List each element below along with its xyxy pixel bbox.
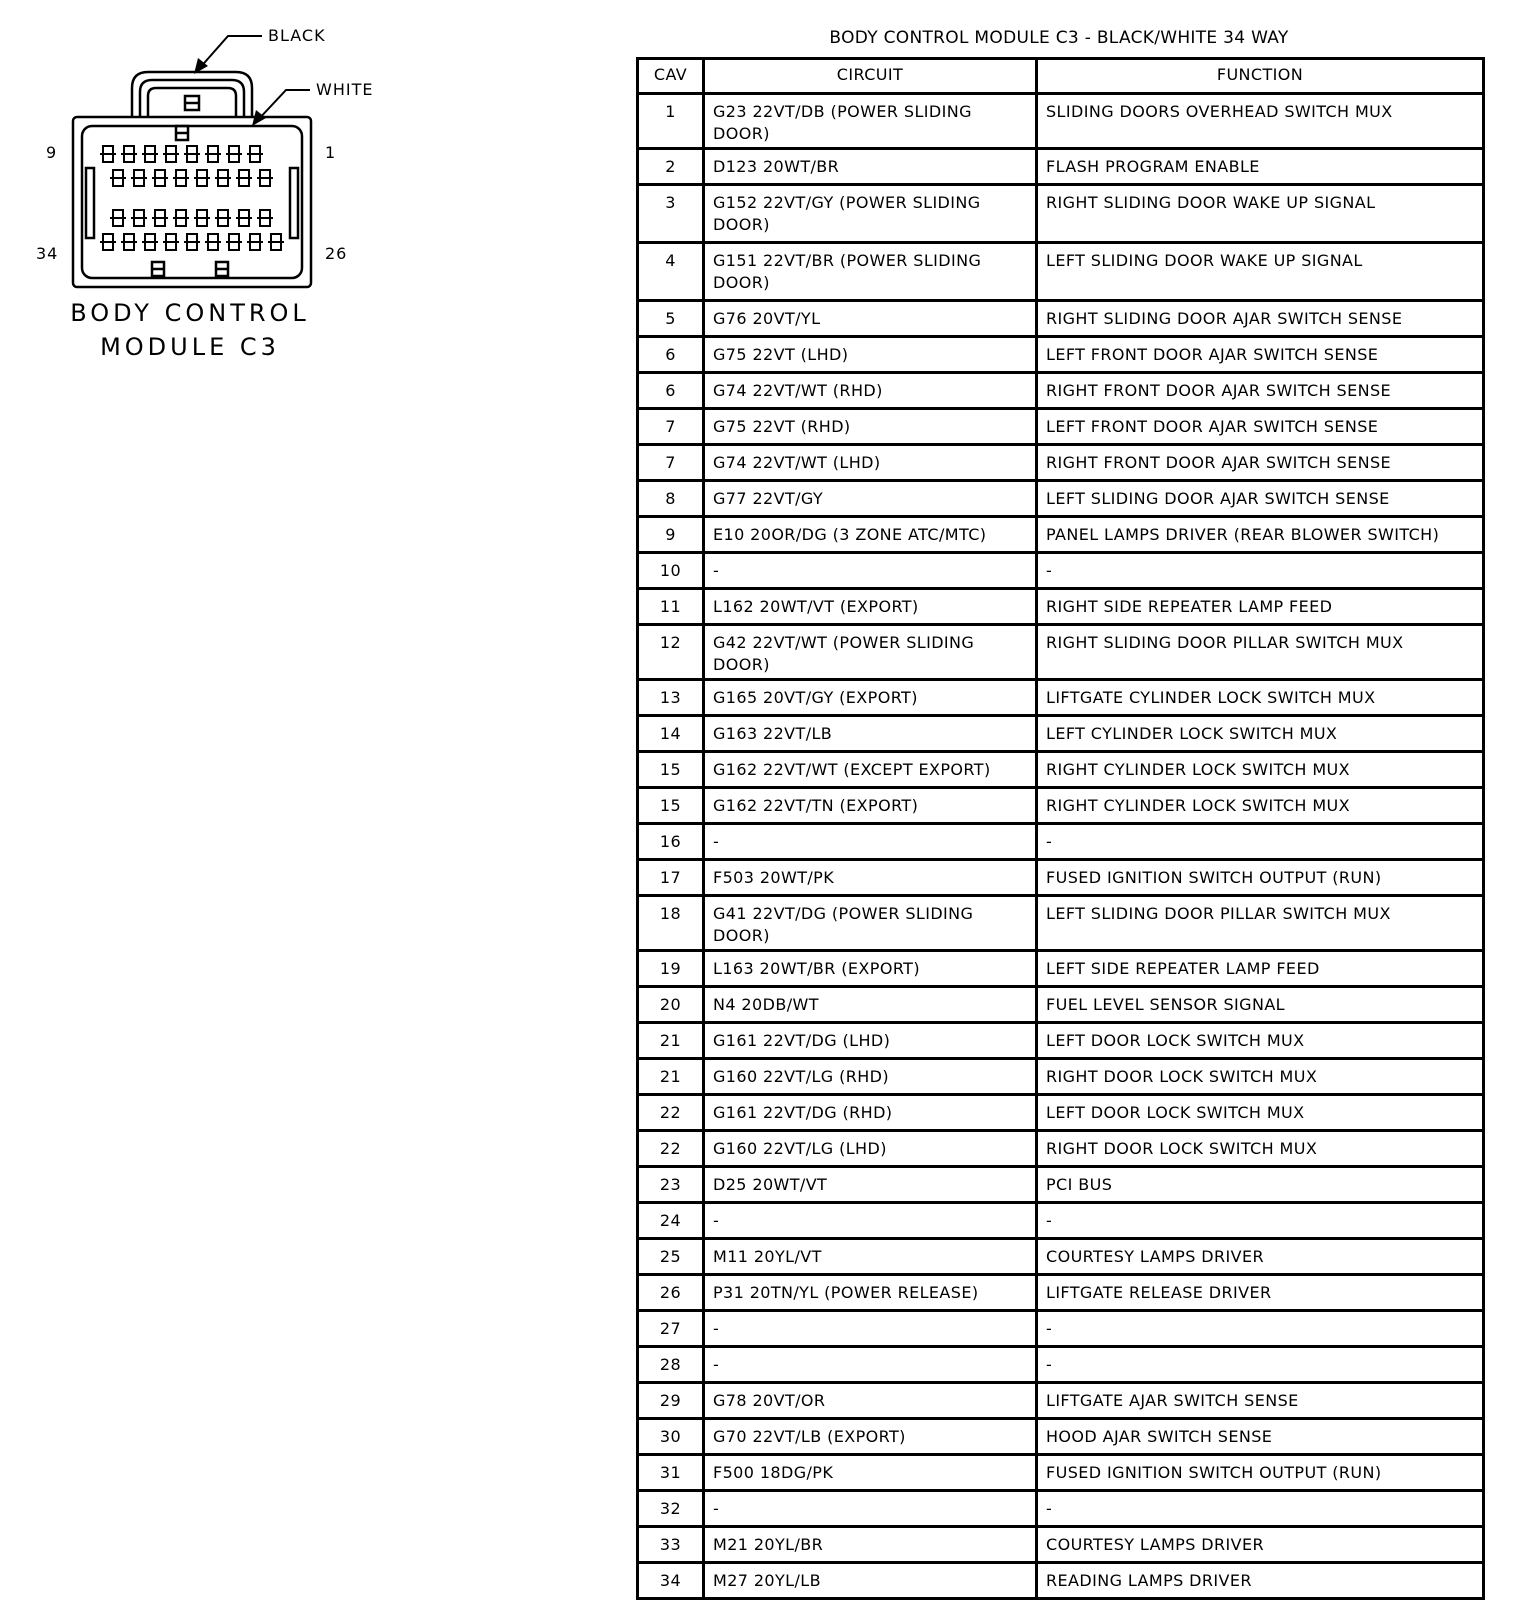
table-row	[638, 788, 1484, 824]
circuit-cell: D123 20WT/BR	[704, 149, 1037, 185]
table-row	[638, 1275, 1484, 1311]
function-cell: LIFTGATE RELEASE DRIVER	[1037, 1275, 1484, 1311]
function-cell: -	[1037, 1491, 1484, 1527]
cav-cell: 34	[638, 1563, 704, 1599]
function-cell: -	[1037, 824, 1484, 860]
function-cell: RIGHT DOOR LOCK SWITCH MUX	[1037, 1059, 1484, 1095]
cav-cell: 30	[638, 1419, 704, 1455]
connector-title-line2: MODULE C3	[100, 333, 280, 361]
table-row	[638, 445, 1484, 481]
table-row	[638, 94, 1484, 149]
pin-label-9: 9	[46, 143, 58, 162]
table-row	[638, 337, 1484, 373]
circuit-cell: G152 22VT/GY (POWER SLIDING DOOR)	[704, 185, 1037, 243]
table-row	[638, 625, 1484, 680]
function-cell: COURTESY LAMPS DRIVER	[1037, 1527, 1484, 1563]
function-cell: RIGHT SIDE REPEATER LAMP FEED	[1037, 589, 1484, 625]
function-cell: PCI BUS	[1037, 1167, 1484, 1203]
table-row	[638, 1527, 1484, 1563]
cav-cell: 26	[638, 1275, 704, 1311]
circuit-cell: G161 22VT/DG (LHD)	[704, 1023, 1037, 1059]
table-header-row	[638, 59, 1484, 94]
function-cell: LEFT SLIDING DOOR PILLAR SWITCH MUX	[1037, 896, 1484, 951]
table-row	[638, 149, 1484, 185]
circuit-cell: G151 22VT/BR (POWER SLIDING DOOR)	[704, 243, 1037, 301]
pin-label-1: 1	[325, 143, 337, 162]
circuit-cell: G42 22VT/WT (POWER SLIDING DOOR)	[704, 625, 1037, 680]
function-cell: RIGHT SLIDING DOOR PILLAR SWITCH MUX	[1037, 625, 1484, 680]
table-row	[638, 1491, 1484, 1527]
circuit-cell: G75 22VT (LHD)	[704, 337, 1037, 373]
connector-diagram	[0, 0, 420, 380]
function-cell: RIGHT CYLINDER LOCK SWITCH MUX	[1037, 752, 1484, 788]
table-row	[638, 752, 1484, 788]
function-cell: SLIDING DOORS OVERHEAD SWITCH MUX	[1037, 94, 1484, 149]
function-cell: COURTESY LAMPS DRIVER	[1037, 1239, 1484, 1275]
table-row	[638, 824, 1484, 860]
function-cell: FUEL LEVEL SENSOR SIGNAL	[1037, 987, 1484, 1023]
cav-cell: 11	[638, 589, 704, 625]
table-row	[638, 896, 1484, 951]
circuit-cell: G75 22VT (RHD)	[704, 409, 1037, 445]
table-row	[638, 1455, 1484, 1491]
cav-cell: 13	[638, 680, 704, 716]
cav-cell: 18	[638, 896, 704, 951]
function-cell: FUSED IGNITION SWITCH OUTPUT (RUN)	[1037, 1455, 1484, 1491]
circuit-cell: M27 20YL/LB	[704, 1563, 1037, 1599]
function-cell: LEFT DOOR LOCK SWITCH MUX	[1037, 1095, 1484, 1131]
function-cell: LEFT SIDE REPEATER LAMP FEED	[1037, 951, 1484, 987]
cav-cell: 28	[638, 1347, 704, 1383]
function-cell: LEFT SLIDING DOOR WAKE UP SIGNAL	[1037, 243, 1484, 301]
circuit-cell: G165 20VT/GY (EXPORT)	[704, 680, 1037, 716]
function-cell: RIGHT SLIDING DOOR WAKE UP SIGNAL	[1037, 185, 1484, 243]
function-cell: RIGHT DOOR LOCK SWITCH MUX	[1037, 1131, 1484, 1167]
cav-cell: 3	[638, 185, 704, 243]
cav-cell: 16	[638, 824, 704, 860]
function-cell: RIGHT FRONT DOOR AJAR SWITCH SENSE	[1037, 373, 1484, 409]
cav-cell: 5	[638, 301, 704, 337]
table-row	[638, 1563, 1484, 1599]
function-cell: RIGHT FRONT DOOR AJAR SWITCH SENSE	[1037, 445, 1484, 481]
pin-table	[636, 57, 1485, 1600]
cav-cell: 1	[638, 94, 704, 149]
cav-cell: 7	[638, 445, 704, 481]
function-cell: LEFT DOOR LOCK SWITCH MUX	[1037, 1023, 1484, 1059]
table-row	[638, 553, 1484, 589]
circuit-cell: F503 20WT/PK	[704, 860, 1037, 896]
cav-cell: 31	[638, 1455, 704, 1491]
connector-title	[40, 296, 340, 364]
function-cell: HOOD AJAR SWITCH SENSE	[1037, 1419, 1484, 1455]
function-cell: -	[1037, 553, 1484, 589]
table-row	[638, 987, 1484, 1023]
label-black: BLACK	[268, 26, 326, 45]
cav-cell: 25	[638, 1239, 704, 1275]
circuit-cell: M11 20YL/VT	[704, 1239, 1037, 1275]
pin-label-34: 34	[36, 244, 59, 263]
header-cav: CAV	[638, 59, 704, 94]
table-row	[638, 1059, 1484, 1095]
circuit-cell: D25 20WT/VT	[704, 1167, 1037, 1203]
cav-cell: 20	[638, 987, 704, 1023]
table-row	[638, 1347, 1484, 1383]
function-cell: RIGHT SLIDING DOOR AJAR SWITCH SENSE	[1037, 301, 1484, 337]
table-row	[638, 951, 1484, 987]
cav-cell: 14	[638, 716, 704, 752]
circuit-cell: -	[704, 1347, 1037, 1383]
circuit-cell: G162 22VT/TN (EXPORT)	[704, 788, 1037, 824]
cav-cell: 19	[638, 951, 704, 987]
cav-cell: 27	[638, 1311, 704, 1347]
function-cell: FLASH PROGRAM ENABLE	[1037, 149, 1484, 185]
circuit-cell: -	[704, 824, 1037, 860]
header-function: FUNCTION	[1037, 59, 1484, 94]
circuit-cell: G23 22VT/DB (POWER SLIDING DOOR)	[704, 94, 1037, 149]
header-circuit: CIRCUIT	[704, 59, 1037, 94]
pin-label-26: 26	[325, 244, 348, 263]
function-cell: READING LAMPS DRIVER	[1037, 1563, 1484, 1599]
cav-cell: 23	[638, 1167, 704, 1203]
circuit-cell: L162 20WT/VT (EXPORT)	[704, 589, 1037, 625]
function-cell: -	[1037, 1311, 1484, 1347]
cav-cell: 17	[638, 860, 704, 896]
connector-title-line1: BODY CONTROL	[70, 299, 310, 327]
table-row	[638, 243, 1484, 301]
function-cell: -	[1037, 1203, 1484, 1239]
cav-cell: 21	[638, 1023, 704, 1059]
cav-cell: 32	[638, 1491, 704, 1527]
connector-drawing	[0, 0, 420, 300]
table-row	[638, 589, 1484, 625]
label-white: WHITE	[316, 80, 374, 99]
table-row	[638, 409, 1484, 445]
function-cell: LEFT CYLINDER LOCK SWITCH MUX	[1037, 716, 1484, 752]
circuit-cell: -	[704, 1491, 1037, 1527]
cav-cell: 22	[638, 1131, 704, 1167]
cav-cell: 9	[638, 517, 704, 553]
circuit-cell: -	[704, 1203, 1037, 1239]
circuit-cell: F500 18DG/PK	[704, 1455, 1037, 1491]
function-cell: LEFT FRONT DOOR AJAR SWITCH SENSE	[1037, 337, 1484, 373]
cav-cell: 33	[638, 1527, 704, 1563]
cav-cell: 2	[638, 149, 704, 185]
circuit-cell: -	[704, 553, 1037, 589]
cav-cell: 15	[638, 752, 704, 788]
table-row	[638, 185, 1484, 243]
function-cell: LEFT SLIDING DOOR AJAR SWITCH SENSE	[1037, 481, 1484, 517]
pin-grid	[100, 146, 284, 250]
cav-cell: 8	[638, 481, 704, 517]
circuit-cell: G160 22VT/LG (LHD)	[704, 1131, 1037, 1167]
circuit-cell: G74 22VT/WT (RHD)	[704, 373, 1037, 409]
circuit-cell: G74 22VT/WT (LHD)	[704, 445, 1037, 481]
cav-cell: 24	[638, 1203, 704, 1239]
function-cell: PANEL LAMPS DRIVER (REAR BLOWER SWITCH)	[1037, 517, 1484, 553]
table-row	[638, 1131, 1484, 1167]
table-row	[638, 373, 1484, 409]
function-cell: FUSED IGNITION SWITCH OUTPUT (RUN)	[1037, 860, 1484, 896]
cav-cell: 6	[638, 373, 704, 409]
table-row	[638, 1203, 1484, 1239]
circuit-cell: E10 20OR/DG (3 ZONE ATC/MTC)	[704, 517, 1037, 553]
cav-cell: 7	[638, 409, 704, 445]
table-row	[638, 1167, 1484, 1203]
table-row	[638, 301, 1484, 337]
function-cell: RIGHT CYLINDER LOCK SWITCH MUX	[1037, 788, 1484, 824]
circuit-cell: G77 22VT/GY	[704, 481, 1037, 517]
table-row	[638, 517, 1484, 553]
function-cell: LEFT FRONT DOOR AJAR SWITCH SENSE	[1037, 409, 1484, 445]
circuit-cell: G41 22VT/DG (POWER SLIDING DOOR)	[704, 896, 1037, 951]
circuit-cell: G70 22VT/LB (EXPORT)	[704, 1419, 1037, 1455]
table-row	[638, 481, 1484, 517]
circuit-cell: -	[704, 1311, 1037, 1347]
cav-cell: 29	[638, 1383, 704, 1419]
cav-cell: 10	[638, 553, 704, 589]
circuit-cell: N4 20DB/WT	[704, 987, 1037, 1023]
table-row	[638, 1239, 1484, 1275]
circuit-cell: G161 22VT/DG (RHD)	[704, 1095, 1037, 1131]
cav-cell: 12	[638, 625, 704, 680]
cav-cell: 6	[638, 337, 704, 373]
circuit-cell: G163 22VT/LB	[704, 716, 1037, 752]
table-row	[638, 1419, 1484, 1455]
function-cell: -	[1037, 1347, 1484, 1383]
table-row	[638, 680, 1484, 716]
function-cell: LIFTGATE CYLINDER LOCK SWITCH MUX	[1037, 680, 1484, 716]
cav-cell: 4	[638, 243, 704, 301]
table-row	[638, 860, 1484, 896]
function-cell: LIFTGATE AJAR SWITCH SENSE	[1037, 1383, 1484, 1419]
cav-cell: 22	[638, 1095, 704, 1131]
table-row	[638, 1311, 1484, 1347]
circuit-cell: G160 22VT/LG (RHD)	[704, 1059, 1037, 1095]
circuit-cell: L163 20WT/BR (EXPORT)	[704, 951, 1037, 987]
circuit-cell: P31 20TN/YL (POWER RELEASE)	[704, 1275, 1037, 1311]
table-row	[638, 1383, 1484, 1419]
cav-cell: 21	[638, 1059, 704, 1095]
table-row	[638, 1095, 1484, 1131]
circuit-cell: G76 20VT/YL	[704, 301, 1037, 337]
table-row	[638, 716, 1484, 752]
circuit-cell: G78 20VT/OR	[704, 1383, 1037, 1419]
circuit-cell: G162 22VT/WT (EXCEPT EXPORT)	[704, 752, 1037, 788]
table-row	[638, 1023, 1484, 1059]
table-title: BODY CONTROL MODULE C3 - BLACK/WHITE 34 WAY	[829, 28, 1289, 48]
circuit-cell: M21 20YL/BR	[704, 1527, 1037, 1563]
cav-cell: 15	[638, 788, 704, 824]
